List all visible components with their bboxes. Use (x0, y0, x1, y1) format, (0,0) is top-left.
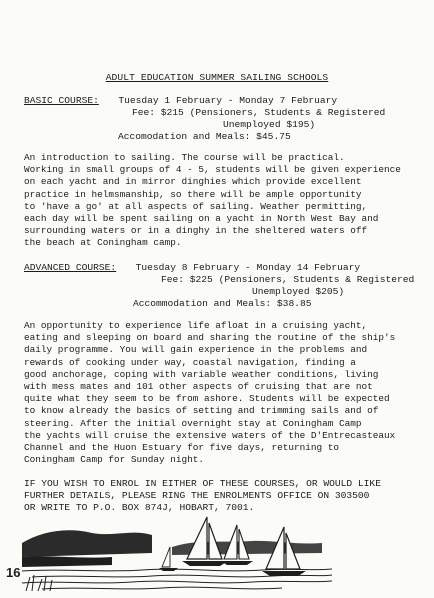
paragraph-line: rewards of cooking under way, coastal navigation, finding a (24, 356, 356, 368)
paragraph-line: practice in helmsmanship, so there will be ample opportunity (24, 188, 362, 200)
paragraph-line: on each yacht and in mirror dinghies which provide excellent (24, 176, 362, 188)
advanced-course-dates: Tuesday 8 February - Monday 14 February (135, 262, 361, 273)
paragraph-line: Channel and the Huon Estuary for five days, returning to (24, 441, 340, 453)
advanced-course-block (24, 262, 424, 310)
paragraph-line: quite what they seem to be from ashore. Students will be expected (24, 393, 390, 405)
page-number: 16 (6, 565, 21, 580)
paragraph-line: steering. After the initial overnight stay at Coningham Camp (24, 417, 362, 429)
advanced-course-fee: Fee: $225 (Pensioners, Students & Registered (161, 274, 415, 285)
basic-course-accommodation: Accomodation and Meals: $45.75 (118, 131, 291, 142)
paragraph-line: the beach at Coningham camp. (24, 237, 182, 249)
paragraph-line: An introduction to sailing. The course will be practical. (24, 152, 345, 163)
basic-course-label: BASIC COURSE: (24, 95, 99, 106)
advanced-course-label: ADVANCED COURSE: (24, 262, 117, 273)
paragraph-line: good anchorage, coping with variable weather conditions, living (24, 368, 379, 380)
paragraph-line: to 'have a go' at all aspects of sailing. Weather permitting, (24, 200, 368, 212)
paragraph-line: daily programme. You will gain experience in the problems and (24, 344, 368, 356)
sailing-illustration (22, 513, 332, 591)
advanced-course-fee-concession: Unemployed $205) (252, 286, 345, 297)
basic-course-fee-concession: Unemployed $195) (223, 119, 316, 130)
advanced-course-accommodation: Accommodation and Meals: $38.85 (133, 298, 312, 309)
notice-line: FURTHER DETAILS, PLEASE RING THE ENROLMENTS OFFICE ON 303500 (24, 490, 370, 501)
advanced-course-description (24, 320, 428, 466)
paragraph-line: An opportunity to experience life afloat in a cruising yacht, (24, 320, 368, 331)
basic-course-fee: Fee: $215 (Pensioners, Students & Registered (132, 107, 386, 118)
paragraph-line: eating and sleeping on board and sharing the routine of the ship's (24, 332, 396, 344)
basic-course-block (24, 95, 424, 143)
paragraph-line: Working in small groups of 4 - 5, students will be given experience (24, 164, 401, 176)
paragraph-line: the yachts will cruise the extensive waters of the D'Entrecasteaux (24, 429, 396, 441)
document-title: ADULT EDUCATION SUMMER SAILING SCHOOLS (105, 72, 329, 83)
basic-course-dates: Tuesday 1 February - Monday 7 February (118, 95, 338, 106)
paragraph-line: to know already the basics of setting and trimming sails and of (24, 405, 379, 417)
notice-line: IF YOU WISH TO ENROL IN EITHER OF THESE COURSES, OR WOULD LIKE (24, 478, 381, 489)
paragraph-line: surrounding waters or in a dinghy in the sheltered waters off (24, 225, 368, 237)
basic-course-description (24, 152, 428, 250)
hill-shape (22, 530, 152, 557)
enrolment-notice (24, 478, 381, 514)
paragraph-line: each day will be spent sailing on a yacht in North West Bay and (24, 212, 379, 224)
sailboat-1 (182, 517, 228, 566)
notice-line: OR WRITE TO P.O. BOX 874J, HOBART, 7001. (24, 502, 255, 513)
paragraph-line: Coningham Camp for Sunday night. (24, 454, 205, 466)
paragraph-line: with mess mates and 101 other aspects of cruising that are not (24, 380, 373, 392)
